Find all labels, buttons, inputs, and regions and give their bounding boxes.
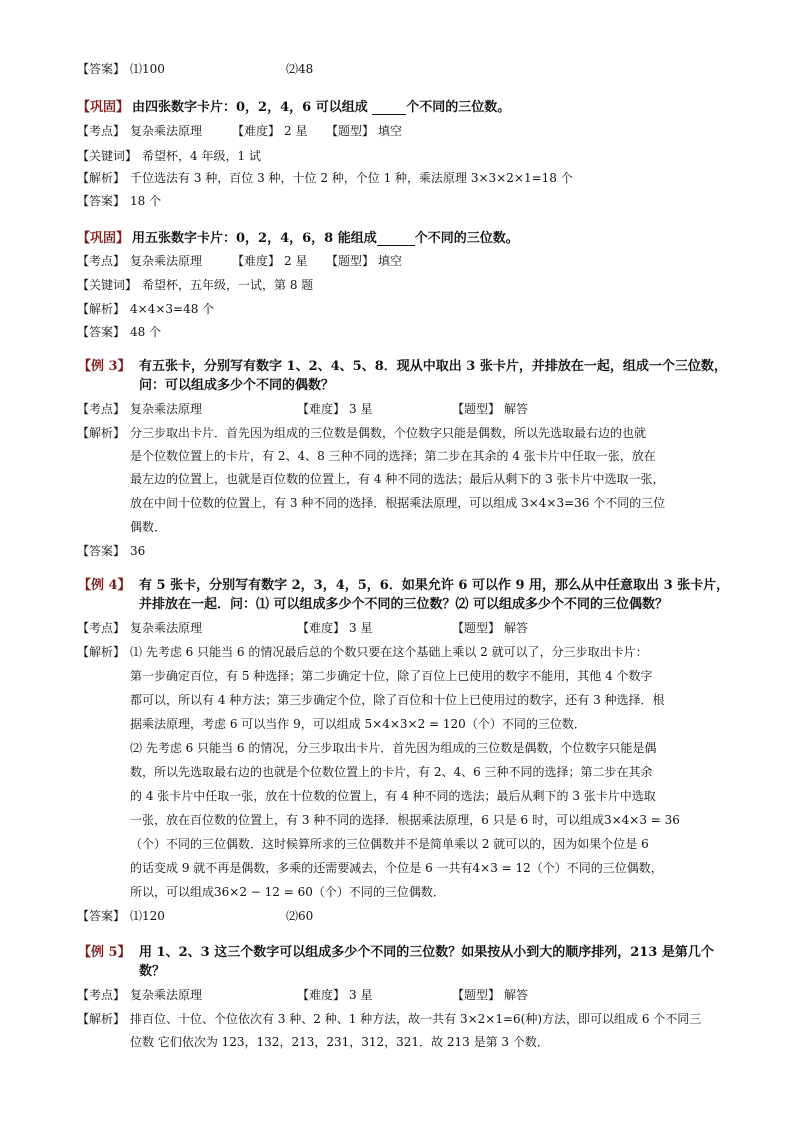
question-suffix: 个不同的三位数。 — [406, 100, 511, 115]
nandu-tag: 【难度】 — [297, 402, 346, 416]
tixing-tag: 【题型】 — [452, 988, 501, 1002]
analysis-text: 千位选法有 3 种，百位 3 种，十位 2 种，个位 1 种，乘法原理 3×3×2×1=18 个 — [130, 171, 573, 185]
analysis-tag: 【解析】 — [77, 171, 126, 185]
kaodian-value: 复杂乘法原理 — [130, 254, 203, 268]
analysis-p2-7: 所以，可以组成36×2 − 12 = 60（个）不同的三位偶数． — [130, 885, 445, 899]
analysis-text-3: 最左边的位置上，也就是百位数的位置上，有 4 种不同的选法；最后从剩下的 3 张卡片中选取一张， — [130, 472, 665, 486]
question-text-1: 有五张卡，分别写有数字 1、2、4、5、8．现从中取出 3 张卡片，并排放在一起，组成一个三位数， — [139, 359, 727, 374]
kaodian-tag: 【考点】 — [77, 402, 126, 416]
tixing-value: 解答 — [504, 988, 529, 1002]
question-text-1: 有 5 张卡，分别写有数字 2，3，4，5，6．如果允许 6 可以作 9 用，那么从中任意取出 3 张卡片， — [139, 578, 730, 593]
tixing-value: 解答 — [504, 402, 529, 416]
keyword-value: 希望杯，4 年级，1 试 — [142, 149, 261, 163]
keyword-tag: 【关键词】 — [77, 149, 138, 163]
kaodian-value: 复杂乘法原理 — [130, 621, 203, 635]
analysis-p2-5: （个）不同的三位偶数．这时候算所求的三位偶数并不是简单乘以 2 就可以的，因为如果个位是 6 — [130, 837, 649, 851]
tixing-value: 填空 — [378, 124, 403, 138]
answer-1: ⑴100 — [130, 62, 165, 76]
tixing-tag: 【题型】 — [452, 621, 501, 635]
nandu-value: 2 星 — [284, 254, 308, 268]
keyword-tag: 【关键词】 — [77, 278, 138, 292]
analysis-tag: 【解析】 — [77, 1012, 126, 1026]
answer-value: 18 个 — [130, 194, 162, 208]
problem-tag: 【例 5】 — [78, 945, 131, 960]
question-text — [132, 101, 510, 115]
question-suffix: 个不同的三位数。 — [414, 231, 519, 246]
kaodian-value: 复杂乘法原理 — [130, 402, 203, 416]
nandu-value: 2 星 — [284, 124, 308, 138]
analysis-text-2: 位数 它们依次为 123，132，213，231，312，321．故 213 是第 3 个数． — [130, 1035, 549, 1049]
question-text-2: 问：可以组成多少个不同的偶数？ — [139, 378, 335, 393]
analysis-tag: 【解析】 — [77, 645, 126, 659]
analysis-p1-2: 第一步确定百位，有 5 种选择；第二步确定十位，除了百位上已使用的数字不能用，其他 4 个数字 — [130, 669, 653, 683]
answer-tag: 【答案】 — [77, 325, 126, 339]
analysis-p2-1: ⑵ 先考虑 6 只能当 6 的情况，分三步取出卡片．首先因为组成的三位数是偶数，个位数字只能是偶 — [130, 741, 657, 755]
analysis-text-5: 偶数． — [130, 520, 167, 534]
kaodian-tag: 【考点】 — [77, 254, 126, 268]
answer-tag: 【答案】 — [77, 544, 126, 558]
question-text-2: 数？ — [139, 964, 166, 979]
answer-2: ⑵48 — [286, 62, 314, 76]
question-prefix: 用五张数字卡片：0，2，4，6，8 能组成 — [132, 231, 377, 246]
question-text — [132, 232, 519, 246]
analysis-p2-3: 的 4 张卡片中任取一张，放在十位数的位置上，有 4 种不同的选法；最后从剩下的 3 张卡片中选取 — [130, 789, 656, 803]
analysis-tag: 【解析】 — [77, 426, 126, 440]
analysis-p2-4: 一张，放在百位数的位置上，有 3 种不同的选择．根据乘法原理，6 只是 6 时，可以组成3×4×3 = 36 — [130, 813, 680, 827]
analysis-p1-4: 据乘法原理，考虑 6 可以当作 9，可以组成 5×4×3×2 = 120（个）不同的三位数． — [130, 717, 586, 731]
question-text-2: 并排放在一起．问：⑴ 可以组成多少个不同的三位数？⑵ 可以组成多少个不同的三位偶数？ — [139, 597, 669, 612]
tixing-tag: 【题型】 — [452, 402, 501, 416]
analysis-p2-2: 数，所以先选取最右边的也就是个位数位置上的卡片，有 2、4、6 三种不同的选择；第二步在其余 — [130, 765, 653, 779]
analysis-text-1: 排百位、十位、个位依次有 3 种、2 种、1 种方法，故一共有 3×2×1=6(种)方法，即可以组成 6 个不同三 — [130, 1012, 702, 1026]
answer-value: 48 个 — [130, 325, 162, 339]
tixing-value: 填空 — [378, 254, 403, 268]
nandu-tag: 【难度】 — [232, 254, 281, 268]
answer-value: 36 — [130, 544, 146, 558]
answer-1: ⑴120 — [130, 909, 165, 923]
nandu-value: 3 星 — [349, 621, 373, 635]
problem-tag: 【巩固】 — [77, 100, 130, 115]
analysis-p1-3: 都可以，所以有 4 种方法；第三步确定个位，除了百位和十位上已使用过的数字，还有 3 种选择．根 — [130, 693, 665, 707]
tixing-tag: 【题型】 — [326, 124, 375, 138]
answer-tag: 【答案】 — [77, 62, 126, 76]
answer-blank — [372, 102, 406, 115]
keyword-value: 希望杯，五年级，一试，第 8 题 — [142, 278, 314, 292]
nandu-value: 3 星 — [349, 988, 373, 1002]
kaodian-tag: 【考点】 — [77, 621, 126, 635]
question-text-1: 用 1、2、3 这三个数字可以组成多少个不同的三位数？如果按从小到大的顺序排列，213 是第几个 — [139, 945, 714, 960]
nandu-tag: 【难度】 — [297, 988, 346, 1002]
tixing-value: 解答 — [504, 621, 529, 635]
analysis-text-1: 分三步取出卡片．首先因为组成的三位数是偶数，个位数字只能是偶数，所以先选取最右边的也就 — [130, 426, 647, 440]
analysis-p1-1: ⑴ 先考虑 6 只能当 6 的情况最后总的个数只要在这个基础上乘以 2 就可以了，分三步取出卡片： — [130, 645, 648, 659]
analysis-text: 4×4×3=48 个 — [130, 302, 215, 316]
problem-tag: 【例 3】 — [78, 359, 131, 374]
problem-tag: 【巩固】 — [77, 231, 130, 246]
nandu-tag: 【难度】 — [297, 621, 346, 635]
analysis-text-2: 是个位数位置上的卡片，有 2、4、8 三种不同的选择；第二步在其余的 4 张卡片中任取一张，放在 — [130, 449, 656, 463]
nandu-value: 3 星 — [349, 402, 373, 416]
kaodian-tag: 【考点】 — [77, 124, 126, 138]
analysis-tag: 【解析】 — [77, 302, 126, 316]
kaodian-value: 复杂乘法原理 — [130, 988, 203, 1002]
tixing-tag: 【题型】 — [326, 254, 375, 268]
answer-tag: 【答案】 — [77, 909, 126, 923]
problem-tag: 【例 4】 — [78, 578, 131, 593]
answer-blank — [377, 233, 415, 246]
question-prefix: 由四张数字卡片：0，2，4，6 可以组成 — [132, 100, 373, 115]
kaodian-value: 复杂乘法原理 — [130, 124, 203, 138]
analysis-p2-6: 的话变成 9 就不再是偶数，多乘的还需要减去，个位是 6 一共有4×3 = 12（个）不同的三位偶数， — [130, 861, 663, 875]
answer-2: ⑵60 — [286, 909, 314, 923]
nandu-tag: 【难度】 — [232, 124, 281, 138]
kaodian-tag: 【考点】 — [77, 988, 126, 1002]
answer-tag: 【答案】 — [77, 194, 126, 208]
analysis-text-4: 放在中间十位数的位置上，有 3 种不同的选择．根据乘法原理，可以组成 3×4×3=36 个不同的三位 — [130, 496, 666, 510]
